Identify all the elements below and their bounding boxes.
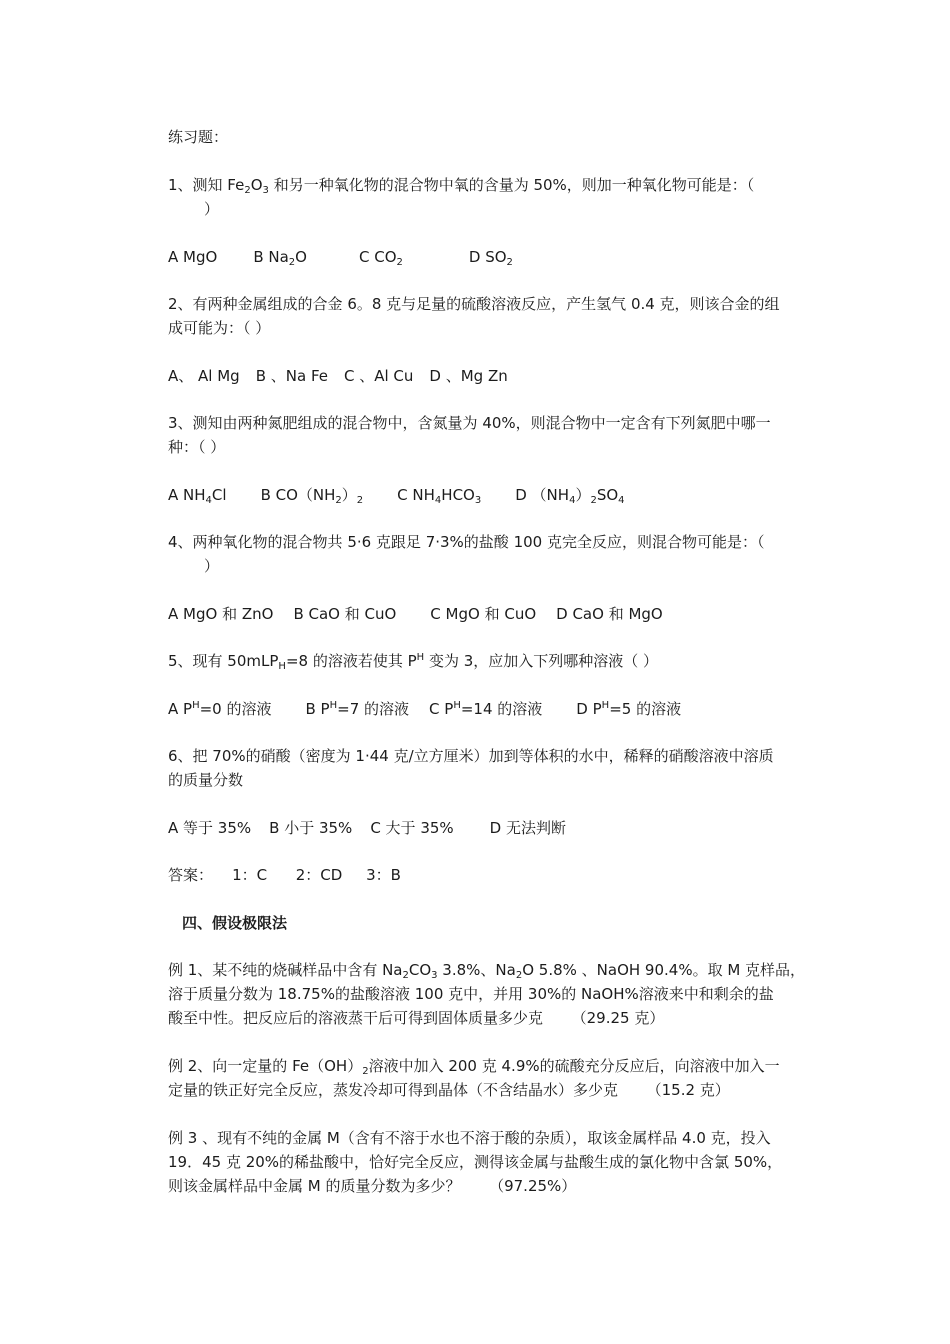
question-4-line-1: 4、两种氧化物的混合物共 5·6 克跟足 7·3%的盐酸 100 克完全反应，则混合物可能是：（ — [168, 533, 765, 551]
question-3-options: A $NH_4Cl$ B $CO(NH_2)_2$ C $NH_4HCO_3$ D $(NH_4)_2SO_4$ — [168, 486, 625, 506]
question-2-line-2: 成可能为：（ ） — [168, 319, 271, 337]
question-3-line-2: 种：（ ） — [168, 438, 226, 456]
question-2-options: A、 Al Mg B 、Na Fe C 、Al Cu D 、Mg Zn — [168, 367, 508, 385]
question-1-options: A MgO B $Na_2O$ C $CO_2$ D $SO_2$ — [168, 248, 513, 268]
question-5-options: A $P^H=0$ 的溶液 B $P^H=7$ 的溶液 C $P^H=14$ 的溶液 D $P^H=5$ 的溶液 — [168, 700, 682, 718]
answers-line: 答案： 1：C 2：CD 3：B — [168, 866, 401, 884]
example-3-line-3: 则该金属样品中金属 M 的质量分数为多少？ （97.25%） — [168, 1177, 577, 1195]
question-4-line-2: ） — [204, 557, 220, 575]
question-5-line-1: 5、现有 50mLP$_H$=8 的溶液若使其 $P^H$ 变为 3，应加入下列哪种溶液（ ） — [168, 652, 659, 672]
question-3-line-1: 3、测知由两种氮肥组成的混合物中，含氮量为 40%，则混合物中一定含有下列氮肥中哪一 — [168, 414, 771, 432]
question-6-options: A 等于 35% B 小于 35% C 大于 35% D 无法判断 — [168, 819, 566, 837]
example-3-line-2: 19．45 克 20%的稀盐酸中，恰好完全反应，测得该金属与盐酸生成的氯化物中含氯 50%， — [168, 1153, 783, 1171]
example-1-line-1: 例 1、某不纯的烧碱样品中含有 $Na_2CO_3$ 3.8%、$Na_2O$ 5.8% 、NaOH 90.4%。取 M 克样品， — [168, 961, 806, 981]
question-1-line-1: 1、测知 $Fe_2O_3$ 和另一种氧化物的混合物中氧的含量为 50%，则加一种氧化物可能是：（ — [168, 176, 755, 196]
example-1-line-3: 酸至中性。把反应后的溶液蒸干后可得到固体质量多少克 （29.25 克） — [168, 1009, 665, 1027]
example-2-line-2: 定量的铁正好完全反应，蒸发冷却可得到晶体（不含结晶水）多少克 （15.2 克） — [168, 1081, 730, 1099]
example-2-line-1: 例 2、向一定量的 $Fe(OH)_2$溶液中加入 200 克 4.9%的硫酸充分反应后，向溶液中加入一 — [168, 1057, 780, 1077]
question-6-line-1: 6、把 70%的硝酸（密度为 1·44 克/立方厘米）加到等体积的水中，稀释的硝酸溶液中溶质 — [168, 747, 774, 765]
example-1-line-2: 溶于质量分数为 18.75%的盐酸溶液 100 克中，并用 30%的 NaOH%溶液来中和剩余的盐 — [168, 985, 774, 1003]
question-4-options: A MgO 和 ZnO B CaO 和 CuO C MgO 和 CuO D CaO 和 MgO — [168, 605, 663, 623]
question-1-line-2: ） — [204, 200, 220, 218]
example-3-line-1: 例 3 、现有不纯的金属 M（含有不溶于水也不溶于酸的杂质），取该金属样品 4.0 克，投入 — [168, 1129, 771, 1147]
question-2-line-1: 2、有两种金属组成的合金 6。8 克与足量的硫酸溶液反应，产生氢气 0.4 克，则该合金的组 — [168, 295, 780, 313]
question-6-line-2: 的质量分数 — [168, 771, 244, 789]
exercise-title: 练习题： — [168, 128, 229, 146]
section-heading: 四、假设极限法 — [182, 914, 288, 932]
